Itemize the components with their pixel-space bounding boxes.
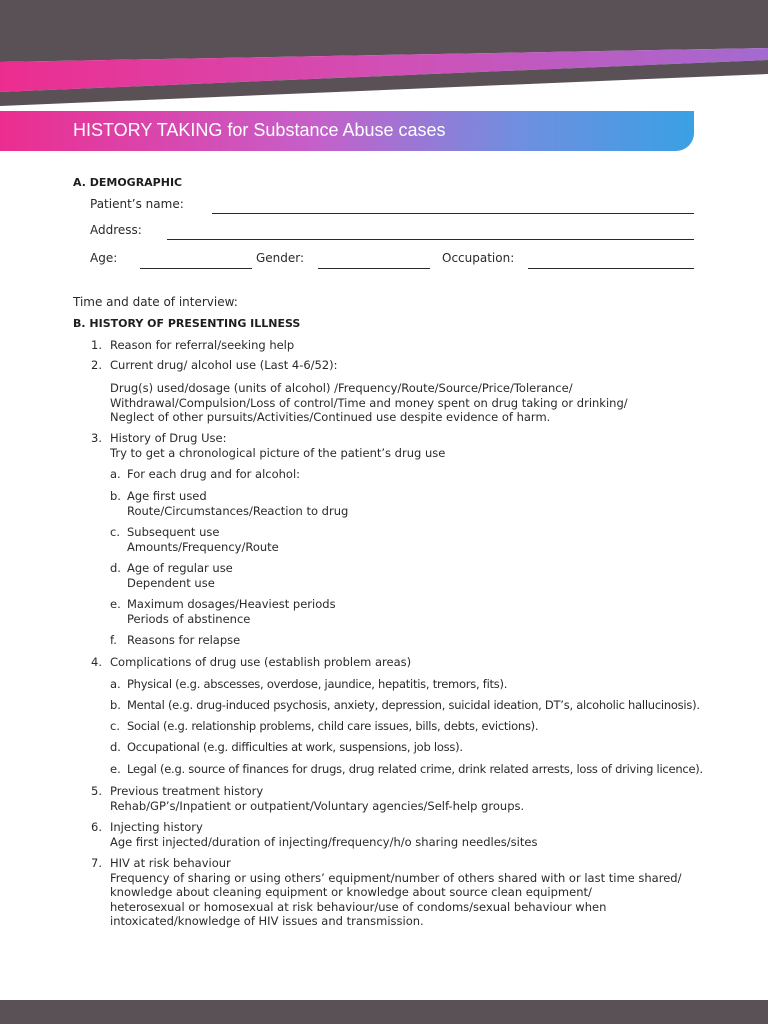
- patient-name-field[interactable]: [212, 213, 694, 214]
- list-item-text: Complications of drug use (establish problem areas): [110, 655, 412, 669]
- list-item-text: History of Drug Use:: [110, 431, 227, 445]
- sub-item-text: Age of regular use: [127, 561, 233, 575]
- list-item-number: 3.: [91, 431, 102, 445]
- sub-item-letter: c.: [110, 525, 120, 539]
- sub-item-text: Amounts/Frequency/Route: [127, 539, 279, 554]
- sub-item-text: For each drug and for alcohol:: [127, 467, 301, 481]
- list-item-number: 2.: [91, 358, 102, 372]
- page-title: [73, 120, 446, 141]
- list-item-number: 6.: [91, 820, 102, 834]
- list-item-detail: Drug(s) used/dosage (units of alcohol) /Frequency/Route/Source/Price/Tolerance/: [110, 381, 573, 395]
- sub-item-text: Social (e.g. relationship problems, child care issues, bills, debts, evictions).: [127, 719, 539, 733]
- gender-field[interactable]: [318, 268, 430, 269]
- age-field[interactable]: [140, 268, 252, 269]
- sub-item-text: Maximum dosages/Heaviest periods: [127, 597, 336, 611]
- sub-item-text: Dependent use: [127, 575, 215, 590]
- list-item-number: 1.: [91, 338, 102, 352]
- sub-item-text: Legal (e.g. source of finances for drugs, drug related crime, drink related arrests, loss of driving licence).: [127, 762, 703, 776]
- sub-item-letter: e.: [110, 762, 121, 776]
- list-item-number: 7.: [91, 856, 102, 870]
- sub-item-text: Route/Circumstances/Reaction to drug: [127, 503, 349, 518]
- list-item-text: Current drug/ alcohol use (Last 4-6/52):: [110, 358, 338, 372]
- sub-item-text: Mental (e.g. drug-induced psychosis, anxiety, depression, suicidal ideation, DT’s, alcoholic hallucinosis).: [127, 698, 700, 712]
- list-item-number: 4.: [91, 655, 102, 669]
- list-item-text: Age first injected/duration of injecting/frequency/h/o sharing needles/sites: [110, 834, 538, 849]
- occupation-label: Occupation:: [442, 251, 515, 265]
- sub-item-letter: d.: [110, 561, 121, 575]
- list-item-number: 5.: [91, 784, 102, 798]
- sub-item-text: Subsequent use: [127, 525, 220, 539]
- list-item-text: HIV at risk behaviour: [110, 856, 231, 870]
- sub-item-letter: c.: [110, 719, 120, 733]
- sub-item-letter: e.: [110, 597, 121, 611]
- list-item-text: Frequency of sharing or using others’ equipment/number of others shared with or last time shared/: [110, 870, 682, 885]
- address-field[interactable]: [167, 239, 694, 240]
- sub-item-letter: d.: [110, 740, 121, 754]
- list-item-text: Previous treatment history: [110, 784, 264, 798]
- list-item-text: heterosexual or homosexual at risk behaviour/use of condoms/sexual behaviour when: [110, 899, 607, 914]
- occupation-field[interactable]: [528, 268, 694, 269]
- sub-item-letter: b.: [110, 489, 121, 503]
- list-item-text: Reason for referral/seeking help: [110, 338, 295, 352]
- sub-item-text: Occupational (e.g. difficulties at work, suspensions, job loss).: [127, 740, 463, 754]
- age-label: Age:: [90, 251, 118, 265]
- list-item-text: intoxicated/knowledge of HIV issues and transmission.: [110, 914, 424, 928]
- list-item-text: Try to get a chronological picture of the patient’s drug use: [110, 445, 446, 460]
- footer-bar: [0, 1000, 768, 1024]
- section-a-heading: A. DEMOGRAPHIC: [73, 176, 183, 189]
- gender-label: Gender:: [256, 251, 305, 265]
- sub-item-text: Reasons for relapse: [127, 633, 241, 647]
- header-banner: [0, 0, 768, 110]
- sub-item-text: Age first used: [127, 489, 207, 503]
- list-item-detail: Withdrawal/Compulsion/Loss of control/Time and money spent on drug taking or drinking/: [110, 395, 628, 410]
- address-label: Address:: [90, 223, 142, 237]
- sub-item-letter: b.: [110, 698, 121, 712]
- list-item-text: Injecting history: [110, 820, 203, 834]
- sub-item-letter: a.: [110, 467, 121, 481]
- sub-item-letter: a.: [110, 677, 121, 691]
- list-item-detail: Neglect of other pursuits/Activities/Continued use despite evidence of harm.: [110, 410, 551, 424]
- section-b-heading: B. HISTORY OF PRESENTING ILLNESS: [73, 317, 301, 330]
- interview-time-label: Time and date of interview:: [73, 295, 238, 309]
- sub-item-text: Periods of abstinence: [127, 611, 251, 626]
- sub-item-letter: f.: [110, 633, 117, 647]
- page-title-caps: HISTORY TAKING: [73, 120, 223, 140]
- list-item-text: Rehab/GP’s/Inpatient or outpatient/Voluntary agencies/Self-help groups.: [110, 798, 525, 813]
- page-title-rest: for Substance Abuse cases: [227, 120, 446, 140]
- title-bar: [0, 111, 694, 151]
- patient-name-label: Patient’s name:: [90, 197, 184, 211]
- list-item-text: knowledge about cleaning equipment or knowledge about source clean equipment/: [110, 885, 592, 899]
- sub-item-text: Physical (e.g. abscesses, overdose, jaundice, hepatitis, tremors, fits).: [127, 677, 508, 691]
